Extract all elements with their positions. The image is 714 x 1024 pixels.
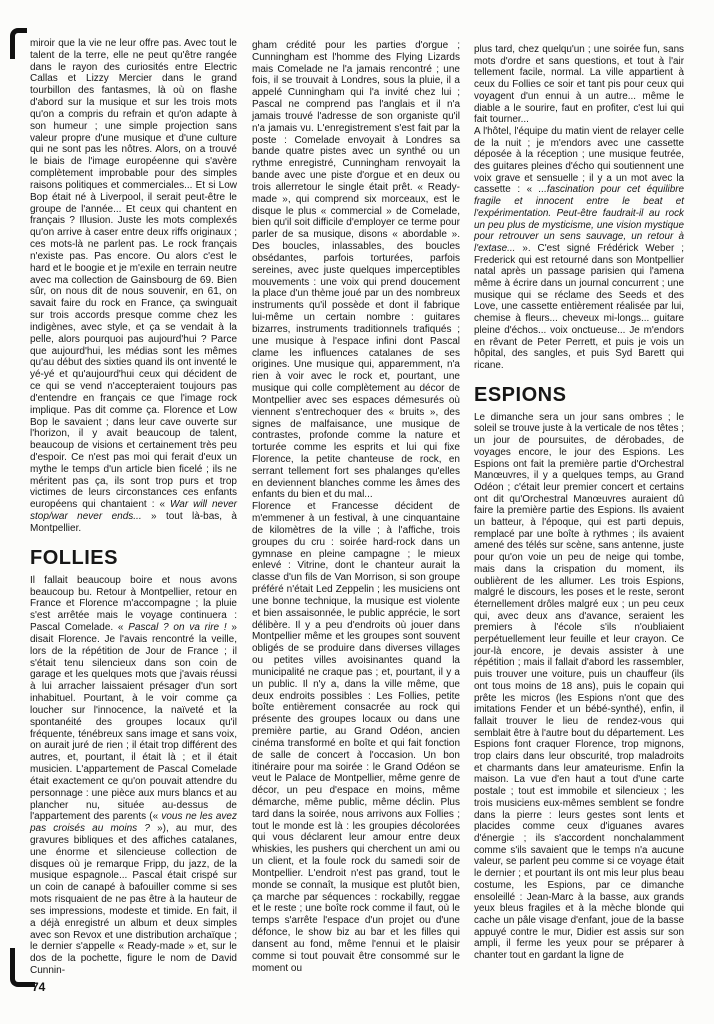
- hotel-text-b: ». C'est signé Frédérick Weber ; Frederick qui est retourné dans son Montpellier natal après un passage parisien qui l'amena même à écrire dans un journal concurrent ; une musique qui se réclame des Seeds et des Love, une cassette entièrement réalisée par lui, chemise à fleurs... cheveux mi-longs... guitare pleine d'échos... voix onctueuse... Je m'endors en rêvant de Peter Perrett, et puis je vois un hôpital, des sangles, et puis Syd Barett qui ricane.: [474, 242, 684, 371]
- follies-text-b: » disait Florence. Je l'avais rencontré la veille, lors de la répétition de Jour de France ; il s'était tenu silencieux dans son coin de garage et les quelques mots que j'avais réussi à lui arracher laissaient présager d'un sort inhabituel. Pourtant, à le voir comme ça loucher sur l'innocence, la naïveté et la spontanéité des groupes locaux qu'il fréquente, ténébreux sans image et sans voix, on aurait juré de rien ; il était trop différent des autres, et, pourtant, il était là ; et il était musicien. L'appartement de Pascal Comelade était exactement ce qu'on pouvait attendre du personnage : une pièce aux murs blancs et au plancher nu, située au-dessus de l'appartement des parents («: [30, 622, 237, 823]
- corner-bracket-top: [10, 28, 27, 59]
- follies-text-c: »), au mur, des gravures bibliques et des affiches catalanes, une énorme et silencieuse collection de disques où je remarque Fripp, du jazz, de la musique espagnole... Pascal était crispé sur un coin de canapé à bafouiller comme si ses mots risquaient de ne pas être à la hauteur de ses impressions, modeste et timide. En fait, il a déjà enregistré un album et deux simples avec son Revox et une distribution archaïque ; le dernier s'appelle « Ready-made » et, sur le dos de la pochette, figure le nom de David Cunnin-: [30, 823, 237, 977]
- espions-paragraph: Le dimanche sera un jour sans ombres ; le soleil se trouve juste à la verticale de nos têtes ; un jour de poursuites, de dérobades, de voyages encore, le jour des Espions. Les Espions ont fait la première partie d'Orchestral Manœuvres, il y a quelques temps, au Grand Odéon ; c'était leur premier concert et certains ont dit qu'Orchestral Manœuvres auraient dû faire la première partie des Espions. Ils avaient un batteur, à l'époque, qui est parti depuis, remplacé par une boîte à rythmes ; ils avaient amené des télés sur scène, sans antenne, juste pour qu'on voie un peu de neige qui tombe, mais dans la crispation du moment, ils oublièrent de les allumer. Les trois Espions, malgré le discours, les poses et le reste, seront éternellement drôles malgré eux ; un peu ceux qui, avec deux ans d'avance, seraient les premiers à l'école s'ils n'oubliaient perpétuellement leur feuille et leur crayon. Ce jour-là encore, je devais assister à une répétition ; mais il fallait d'abord les rassembler, puis trouver une voiture, puis un chauffeur (ils ont tous moins de 18 ans), puis le copain qui prête les micros (les Espions n'ont que des imitations Fender et un bébé-synthé), enfin, il fallait trouver le lieu de rendez-vous qui semblait être à l'autre bout du département. Les Espions font craquer Florence, trop mignons, trop clairs dans leur obscurité, trop maladroits et charmants dans leur amateurisme. Enfin la maison. La vue d'en haut a tout d'une carte postale ; tout est immobile et silencieux ; les trois musiciens eux-mêmes semblent se fondre dans la pierre : leurs gestes sont lents et placides comme ceux d'iguanes avares d'énergie ; ils s'accordent nonchalamment comme s'ils savaient que le temps n'a aucune valeur, se parlent peu comme si ce voyage était le dernier ; et pourtant ils ont mis leur plus beau costume, les Espions, par ce dimanche ensoleillé : Jean-Marc à la basse, aux grands yeux bleus fragiles et à la mèche blonde qui cache un pâle visage d'enfant, joue de la basse appuyé contre le mur, Didier est assis sur son ampli, il ferme les yeux pour se préparer à chanter tout en gardant la ligne de: [474, 411, 684, 962]
- follies-quote-1: Pascal ? on va rire !: [128, 622, 227, 634]
- intro-text: miroir que la vie ne leur offre pas. Avec tout le talent de la terre, elle ne peut qu'être rangée dans le rayon des curiosités entre Electric Callas et Lizzy Mercier dans le grand tourbillon des fantasmes, là où on flashe d'abord sur la musique et sur les trois mots qu'on a compris du refrain et qu'on adapte à son humeur ; une simple projection sans valeur propre d'une musique et d'une culture qui ne sont pas les nôtres. Alors, on a trouvé le biais de l'image européenne qui s'avère complètement improbable pour des simples raisons politiques et commerciales... Et si Low Bop était né à Liverpool, il serait peut-être le groupe de l'année... Et ceux qui chantent en français ? Illusion. Juste les mots complexés qu'on arrive à caser entre deux riffs originaux ; ces mots-là ne parlent pas. Le rock français n'existe pas. Pas encore. Ou alors c'est le hard et le boogie et je m'exile en terrain neutre avec ma collection de Gainsbourg de 69. Bien sûr, on nous dit de nous souvenir, en 61, on savait faire du rock en France, ça swinguait sur trois accords presque comme chez les indigènes, avec style, et ça se vendait à la pelle, alors pourquoi pas aujourd'hui ? Parce que aujourd'hui, les médias sont les mêmes qu'au début des sixties quand ils ont inventé le yé-yé et qu'aujourd'hui ceux qui décident de ce qui se vend n'accepteraient toujours pas d'entendre en français ce que l'image rock implique. Pas dit comme ça. Florence et Low Bop le savaient ; dans leur cave ouverte sur l'horizon, il y avait beaucoup de talent, beaucoup de visions et certainement très peu d'espoir. Ce n'est pas moi qui ferait d'eux un mythe le temps d'un article bien ficelé ; ils ne méritent pas ça, ils sont trop purs et trop victimes de leurs circonstances ces enfants européens qui chantaient : «: [30, 38, 237, 511]
- hotel-quote: ...fascination pour cet équilibre fragile et innocent entre le beat et l'expérimentation. Peut-être faudrait-il au rock un peu plus de mysticisme, une vision mystique pour retrouver un sens sauvage, un retour à l'extase...: [474, 184, 684, 254]
- column-1: [30, 38, 237, 977]
- intro-quote: War will never stop/war never ends...: [30, 499, 238, 523]
- heading-espions: ESPIONS: [474, 383, 567, 406]
- column-3: [474, 44, 684, 962]
- heading-follies: FOLLIES: [30, 546, 118, 569]
- intro-paragraph: [30, 38, 237, 535]
- intro-end: » tout là-bas, à Montpellier.: [30, 511, 237, 534]
- festival-paragraph: Florence et Francesse décident de m'emmener à un festival, à une cinquantaine de kilomètres de la ville ; à l'affiche, trois groupes du cru : soirée hard-rock dans un gymnase en pleine campagne ; le mieux enlevé : Vitrine, dont le chanteur aurait la classe d'un fils de Van Morrison, si son groupe préféré n'était Led Zeppelin ; les musiciens ont une bonne technique, la musique est violente et bien assaisonnée, le public apprécie, le sort délibère. Il y a peu d'endroits où jouer dans Montpellier même et les groupes sont souvent obligés de se produire dans diverses villages ou petites villes avoisinantes quand la municipalité ne craque pas ; et, pourtant, il y a un public. Il n'y a, dans la ville même, que deux endroits possibles : Les Follies, petite boîte entièrement consacrée au rock qui présente des groupes locaux ou dans une première partie, au Grand Odéon, ancien cinéma transformé en boîte et qui fait fonction de salle de concert à l'occasion. Un bon itinéraire pour ma soirée : le Grand Odéon se veut le Palace de Montpellier, même genre de décor, un peu d'espace en moins, même démarche, même public, même déclin. Plus tard dans la soirée, nous arrivons aux Follies ; tout le monde est là : les groupies décolorées qui vous déclarent leur amour entre deux whiskies, les pushers qui cherchent un ami ou un client, et la foule rock du samedi soir de Montpellier. L'endroit n'est pas grand, tout le monde se connaît, la musique est plutôt bien, ça marche par séquences : rockabilly, reggae et le reste ; une boîte rock comme il faut, où le temps s'arrête l'espace d'un projet ou d'une défonce, le show biz au bar et les filles qui dansent au fond, même l'ennui et le plaisir comme si tout pouvait être consommé sur le moment ou: [252, 501, 460, 974]
- follies-night-paragraph: plus tard, chez quelqu'un ; une soirée fun, sans mots d'ordre et sans questions, et tout à l'air tellement facile, normal. La ville appartient à ceux du Follies ce soir et tant pis pour ceux qui voyagent d'un ennui à un autre... même le diable a le sourire, faut en profiter, c'est lui qui fait tourner...: [474, 44, 684, 126]
- follies-text-a: Il fallait beaucoup boire et nous avons beaucoup bu. Retour à Montpellier, retour en France et Florence m'accompagne ; la pluie s'est arrêtée mais le voyage continuera : Pascal Comelade. «: [30, 574, 237, 634]
- follies-quote-2: vous ne les avez pas croisés au moins ?: [30, 811, 237, 835]
- column-2: [252, 40, 460, 974]
- hotel-paragraph: [474, 126, 684, 372]
- page-number: 74: [32, 980, 46, 994]
- hotel-text-a: A l'hôtel, l'équipe du matin vient de relayer celle de la nuit ; je m'endors avec une cassette déposée à la réception ; une musique feutrée, des guitares pleines d'écho qui soutiennent une voix grave et sensuelle ; il y a un mot avec la cassette : «: [474, 125, 684, 196]
- comelade-paragraph: gham crédité pour les parties d'orgue ; Cunningham est l'homme des Flying Lizards mais Comelade ne l'a jamais rencontré ; une fois, il se trouvait à Londres, sous la pluie, il a appelé Cunningham qui l'a invité chez lui ; Pascal ne comprend pas l'anglais et il n'a jamais trouvé l'adresse de son organiste qu'il n'a jamais vu. L'enregistrement s'est fait par la poste : Comelade envoyait à Londres sa bande quatre pistes avec un synthé ou un rythme enregistré, Cunningham renvoyait la bande avec une piste d'orgue et en deux ou trois allerretour le single était prêt. « Ready-made », qui comprend six morceaux, est le disque le plus « commercial » de Comelade, bien qu'il soit difficile d'employer ce terme pour parler de sa musique, disons « abordable ». Des boucles, inlassables, des boucles obsédantes, parfois torturées, parfois sereines, avec juste quelques imperceptibles mouvements : une voix qui prend doucement la place d'un thème joué par un des nombreux instruments qu'il possède et dont il fabrique lui-même un certain nombre : guitares bizarres, instruments traditionnels trafiqués ; une musique à l'espace infini dont Pascal clame les influences catalanes de ses origines. Une musique qui, apparemment, n'a rien à voir avec le rock et, pourtant, une musique qui colle complètement au décor de Montpellier avec ses espaces démesurés où viennent s'entrechoquer des « bruits », des signes de malfaisance, une musique de contrastes, profonde comme la nature et torturée comme les esprits et lui qui fixe Florence, la petite chanteuse de rock, en serrant tellement fort ses phalanges qu'elles en deviennent blanches comme les âmes des enfants du bien et du mal...: [252, 40, 460, 501]
- follies-paragraph: [30, 575, 237, 977]
